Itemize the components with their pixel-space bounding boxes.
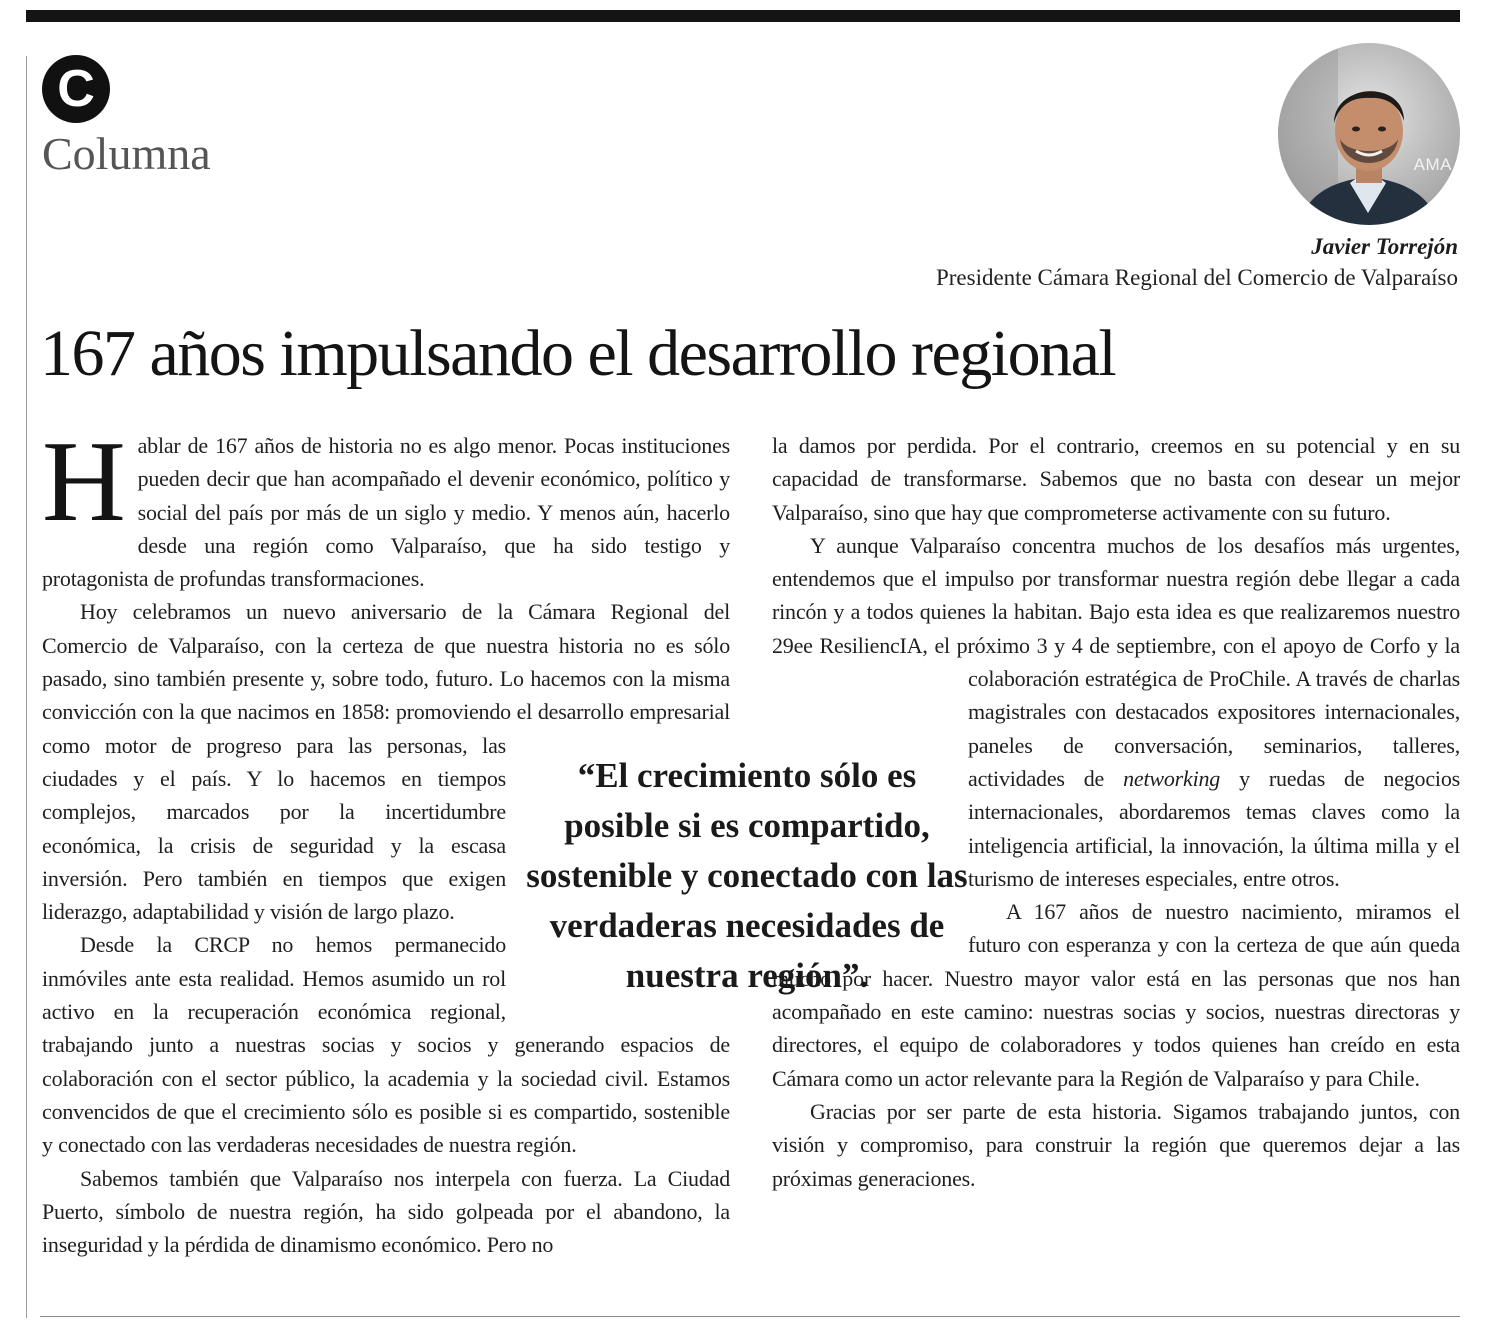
paragraph-text: el desarrollo empresarial como motor de progreso para las personas, las ciudades y el país. Y lo hacemos en tiempos complejos, marcados por la incertidumbre económica, la crisis de seguridad y la escasa inversión. Pero también en tiempos que exigen liderazgo, adaptabilidad y visión de largo plazo. [42, 699, 730, 925]
author-name: Javier Torrejón [1311, 234, 1458, 259]
paragraph-text: Hoy celebramos un nuevo aniversario de la Cámara Regional del Comercio de Valparaíso, con la certeza de que nuestra historia no es sólo pasado, sino también presente y, sobre todo, futuro. Lo hacemos con la misma convicción con la que nacimos en 1858: promoviendo [42, 599, 730, 725]
paragraph: la damos por perdida. Por el contrario, creemos en su potencial y en su capacidad de transformarse. Sabemos que no basta con desear un mejor Valparaíso, sino que hay que comprometerse activamente con su futuro. [772, 433, 1460, 525]
section-label: Columna [42, 128, 211, 179]
left-margin-rule [26, 56, 27, 1318]
drop-cap: H [42, 418, 126, 546]
author-photo-icon [1278, 43, 1460, 225]
top-rule [26, 10, 1460, 22]
paragraph-text: ablar de 167 años de historia no es algo menor. Pocas instituciones pueden decir que han acompañado el devenir económico, político y social del país por más de un siglo y medio. Y menos aún, hacerlo desde una región como Valparaíso, que ha sido testigo y protagonista de profundas transformaciones. [42, 433, 730, 592]
paragraph-text: Chile. A través de charlas magistrales con destacados expositores internacionales, paneles de conversación, seminarios, talleres, actividades de [968, 666, 1460, 791]
headline: 167 años impulsando el desarrollo regional [40, 317, 1116, 390]
author-role: Presidente Cámara Regional del Comercio de Valparaíso [935, 265, 1458, 290]
author-portrait [1278, 43, 1460, 225]
paragraph [42, 418, 730, 595]
paragraph-text: Y aunque Valparaíso concentra muchos de los desafíos más urgentes, entendemos que el impulso por transformar nuestra región debe llegar a cada rincón y a todos quienes la habitan. Bajo esta idea es que realizaremos nuestro 29ee ResiliencIA, el próximo 3 y 4 de septiembre, con el apoyo de Corfo y la colaboración estratégica de Pro [772, 532, 1460, 692]
photo-credit: AMA [1413, 155, 1452, 174]
paragraph: Sabemos también que Valparaíso nos interpela con fuerza. La Ciudad Puerto, símbolo de nuestra región, ha sido golpeada por el abandono, la inseguridad y la pérdida de dinamismo económico. Pero no [42, 1165, 730, 1258]
section-badge: C [42, 55, 110, 123]
paragraph: Desde la CRCP no hemos permanecido inmóviles ante esta realidad. Hemos asumido un rol activo en la recuperación económica regional, trabajando junto a nuestras socias y socios y generando espacios de colaboración con el sector público, la academia y la sociedad civil. Estamos convencidos de que el crecimiento sólo es posible si es compartido, sostenible y conectado con las verdaderas necesidades de nuestra región. [42, 932, 730, 1158]
paragraph-text: y ruedas de negocios internacionales, abordaremos temas claves como la inteligencia artificial, la innovación, la última milla y el turismo de intereses especiales, entre otros. [968, 765, 1460, 891]
paragraph: A 167 años de nuestro nacimiento, miramos el futuro con esperanza y con la certeza de que aún queda mucho por hacer. Nuestro mayor valor está en las personas que nos han acompañado en este camino: nuestras socias y socios, nuestras directoras y directores, el equipo de colaboradores y todos quienes han creído en esta Cámara como un actor relevante para la Región de Valparaíso y para Chile. [772, 899, 1460, 1091]
italic-term: networking [1123, 765, 1221, 791]
paragraph: Gracias por ser parte de esta historia. Sigamos trabajando juntos, con visión y compromiso, para construir la región que queremos dejar a las próximas generaciones. [772, 1098, 1460, 1191]
bottom-rule [40, 1316, 1460, 1317]
pull-quote: “El crecimiento sólo es posible si es compartido, sostenible y conectado con las verdaderas necesidades de nuestra región”. [526, 756, 968, 995]
